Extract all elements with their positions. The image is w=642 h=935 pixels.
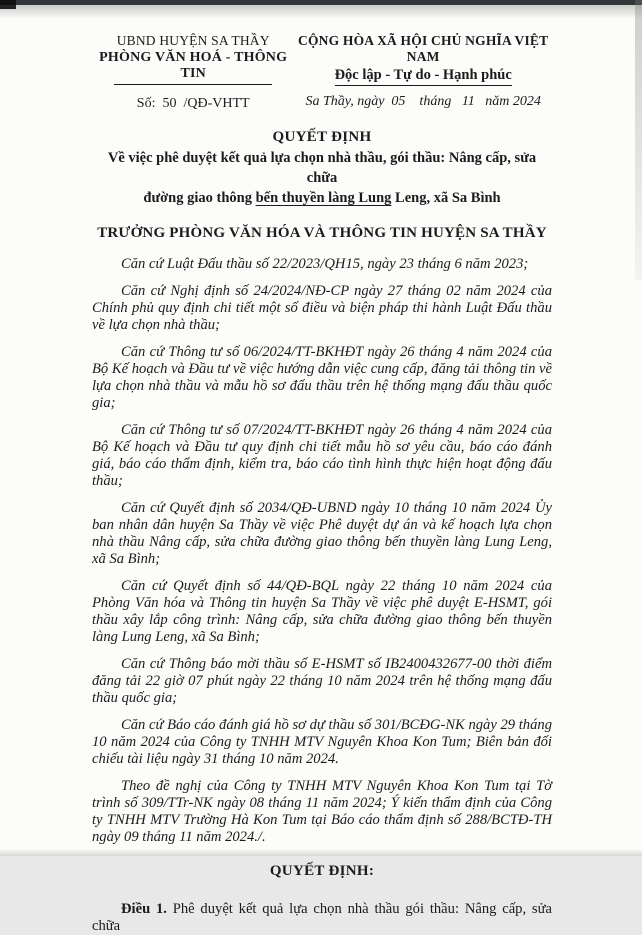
preamble-paragraph: Theo đề nghị của Công ty TNHH MTV Nguyên Khoa Kon Tum tại Tờ trình số 309/TTr-NK ngày 08 tháng 11 năm 2024; Ý kiến thẩm định của Công ty TNHH MTV Trường Hà Kon Tum tại Báo cáo thẩm định số 288/BCTĐ-TH ngày 09 tháng 11 năm 2024./. <box>92 778 552 845</box>
subject-line2-pre: đường giao thông <box>143 190 256 206</box>
parent-agency-name: UBND HUYỆN SA THẦY <box>116 33 270 48</box>
document-subject <box>92 148 552 208</box>
article-1 <box>92 901 552 935</box>
document-number: Số: 50 /QĐ-VHTT <box>136 96 250 111</box>
decision-heading: QUYẾT ĐỊNH: <box>269 863 375 879</box>
preamble-paragraph: Căn cứ Nghị định số 24/2024/NĐ-CP ngày 27 tháng 02 năm 2024 của Chính phủ quy định chi tiết một số điều và biện pháp thi hành Luật Đấu thầu về lựa chọn nhà thầu; <box>92 283 552 333</box>
place-date-line: Sa Thầy, ngày 05 tháng 11 năm 2024 <box>305 94 541 109</box>
preamble-paragraph: Căn cứ Quyết định số 2034/QĐ-UBND ngày 10 tháng 10 năm 2024 Ủy ban nhân dân huyện Sa Thầy về việc Phê duyệt dự án và kế hoạch lựa chọn nhà thầu Nâng cấp, sửa chữa đường giao thông bến thuyền làng Lung Leng, xã Sa Bình; <box>92 500 552 567</box>
preamble-paragraph: Căn cứ Thông báo mời thầu số E-HSMT số IB2400432677-00 thời điểm đăng tải 22 giờ 07 phút ngày 22 tháng 10 năm 2024 trên hệ thống mạng đấu thầu quốc gia; <box>92 656 552 706</box>
preamble-paragraph: Căn cứ Thông tư số 06/2024/TT-BKHĐT ngày 26 tháng 4 năm 2024 của Bộ Kế hoạch và Đầu tư về việc hướng dẫn việc cung cấp, đăng tải thông tin về lựa chọn nhà thầu và mẫu hồ sơ đấu thầu trên hệ thống mạng đấu thầu quốc gia; <box>92 344 552 411</box>
issuing-agency-name: PHÒNG VĂN HOÁ - THÔNG TIN <box>99 50 288 81</box>
subject-line1: Về việc phê duyệt kết quả lựa chọn nhà thầu, gói thầu: Nâng cấp, sửa chữa <box>107 150 537 186</box>
subject-line2-underlined: bến thuyền làng Lung <box>255 190 392 206</box>
subject-line2-post: Leng, xã Sa Bình <box>391 190 501 206</box>
national-motto: Độc lập - Tự do - Hạnh phúc <box>335 67 512 86</box>
preamble-paragraph: Căn cứ Quyết định số 44/QĐ-BQL ngày 22 tháng 10 năm 2024 của Phòng Văn hóa và Thông tin huyện Sa Thầy về việc phê duyệt E-HSMT, gói thầu xây lắp công trình: Nâng cấp, sửa chữa đường giao thông bến thuyền làng Lung Leng, xã Sa Bình; <box>92 578 552 645</box>
preamble-section <box>92 256 552 846</box>
deciding-authority: TRƯỞNG PHÒNG VĂN HÓA VÀ THÔNG TIN HUYỆN SA THẦY <box>97 225 547 241</box>
preamble-paragraph: Căn cứ Luật Đấu thầu số 22/2023/QH15, ngày 23 tháng 6 năm 2023; <box>121 256 529 272</box>
national-title: CỘNG HÒA XÃ HỘI CHỦ NGHĨA VIỆT NAM <box>298 33 549 64</box>
agency-underline-rule <box>114 84 272 85</box>
issuing-agency-block <box>92 33 294 112</box>
preamble-paragraph: Căn cứ Thông tư số 07/2024/TT-BKHĐT ngày 26 tháng 4 năm 2024 của Bộ Kế hoạch và Đầu tư quy định chi tiết mẫu hồ sơ yêu cầu, báo cáo đánh giá, báo cáo thẩm định, kiểm tra, báo cáo tình hình thực hiện hoạt động đấu thầu; <box>92 422 552 489</box>
article-1-label: Điều 1. <box>121 901 167 917</box>
national-header-block <box>294 33 552 112</box>
title-block <box>92 129 552 208</box>
document-header <box>92 33 552 112</box>
document-type-title: QUYẾT ĐỊNH <box>272 129 372 145</box>
article-1-text: Phê duyệt kết quả lựa chọn nhà thầu gói thầu: Nâng cấp, sửa chữa <box>92 901 552 934</box>
preamble-paragraph: Căn cứ Báo cáo đánh giá hồ sơ dự thầu số 301/BCĐG-NK ngày 29 tháng 10 năm 2024 của Công ty TNHH MTV Nguyên Khoa Kon Tum; Biên bản đối chiếu tài liệu ngày 31 tháng 10 năm 2024. <box>92 717 552 767</box>
